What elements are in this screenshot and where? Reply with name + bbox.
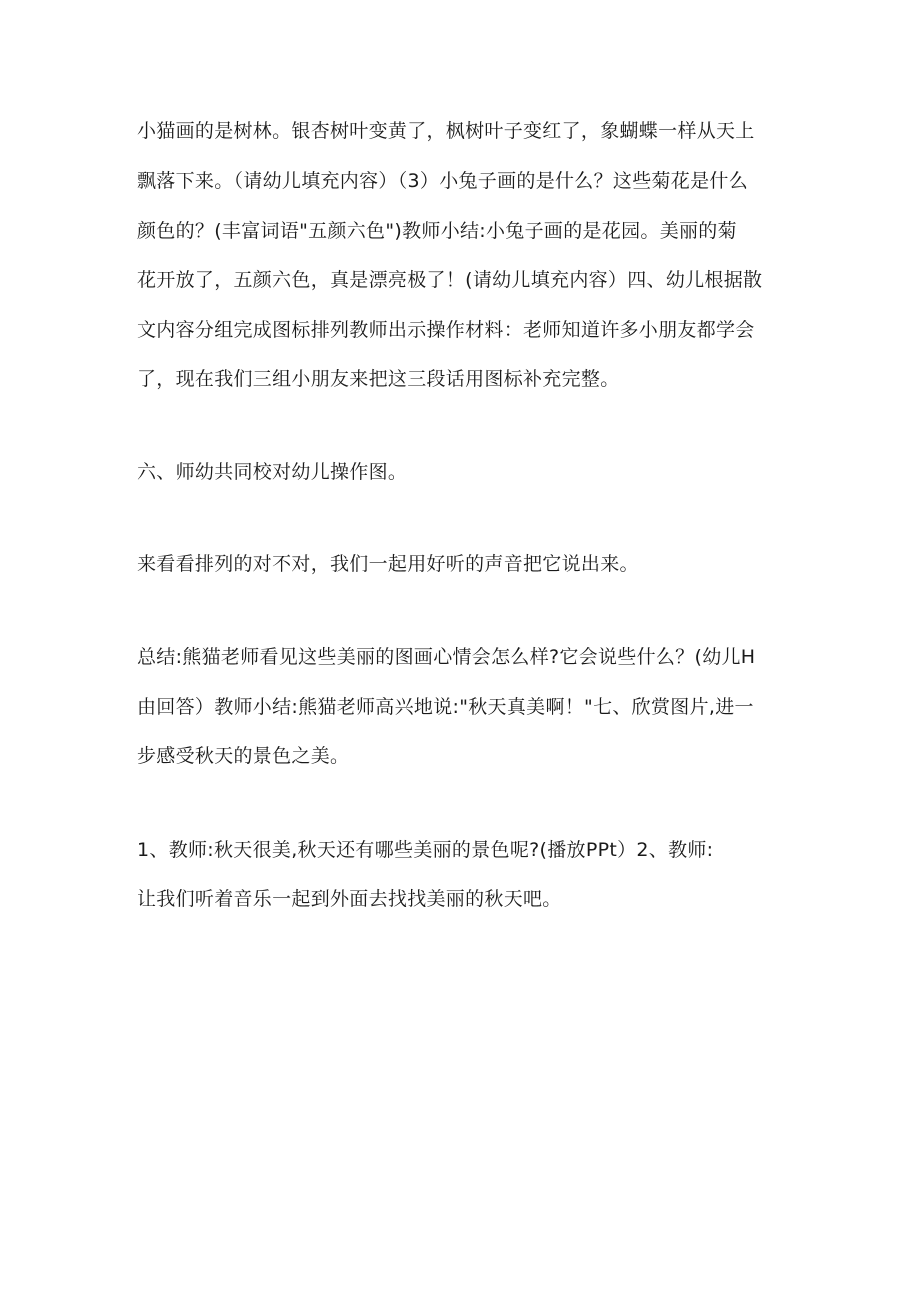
text-line: 总结:熊猫老师看见这些美丽的图画心情会怎么样?它会说些什么？(幼儿H <box>137 646 756 668</box>
text-line: 小猫画的是树林。银杏树叶变黄了，枫树叶子变红了，象蝴蝶一样从天上 <box>137 120 755 142</box>
text-line: 让我们听着音乐一起到外面去找找美丽的秋天吧。 <box>137 888 562 910</box>
text-line: 由回答）教师小结:熊猫老师高兴地说:"秋天真美啊！"七、欣赏图片,进一 <box>137 696 754 718</box>
text-line: 1、教师:秋天很美,秋天还有哪些美丽的景色呢?(播放PPt）2、教师: <box>137 839 714 861</box>
text-line: 来看看排列的对不对，我们一起用好听的声音把它说出来。 <box>137 553 639 575</box>
text-line: 飘落下来。（请幼儿填充内容）（3）小兔子画的是什么？这些菊花是什么 <box>137 170 748 192</box>
text-line: 花开放了，五颜六色，真是漂亮极了！(请幼儿填充内容）四、幼儿根据散 <box>137 269 763 291</box>
text-line: 步感受秋天的景色之美。 <box>137 745 350 767</box>
text-line: 了，现在我们三组小朋友来把这三段话用图标补充完整。 <box>137 368 620 390</box>
text-line: 文内容分组完成图标排列教师出示操作材料：老师知道许多小朋友都学会 <box>137 319 755 341</box>
text-line: 颜色的？(丰富词语"五颜六色")教师小结:小兔子画的是花园。美丽的菊 <box>137 220 737 242</box>
text-line: 六、师幼共同校对幼儿操作图。 <box>137 461 408 483</box>
